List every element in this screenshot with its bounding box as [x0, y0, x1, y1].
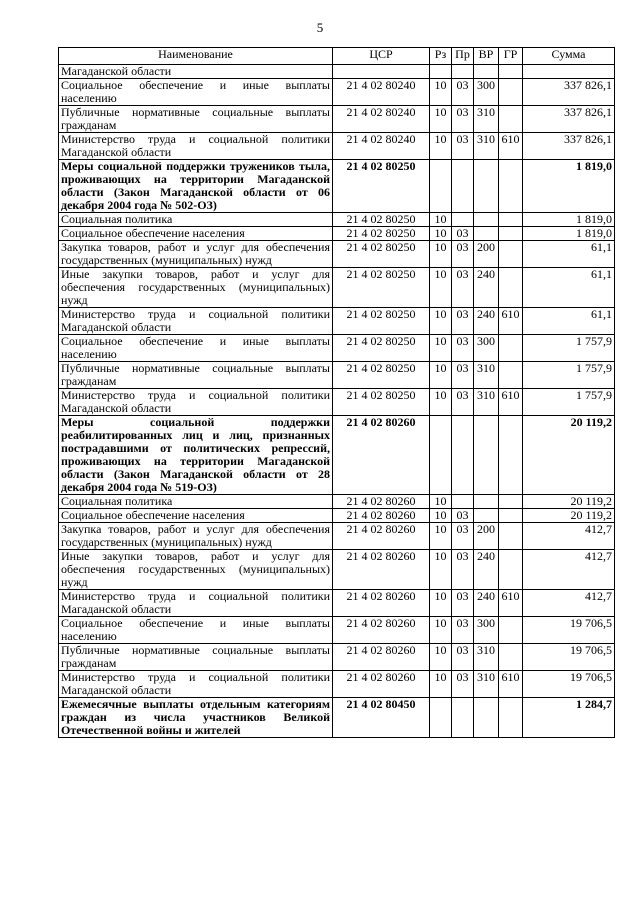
csr-cell: 21 4 02 80260: [333, 644, 430, 671]
pr-cell: 03: [452, 617, 474, 644]
pr-cell: 03: [452, 590, 474, 617]
vr-cell: 300: [474, 79, 499, 106]
pr-cell: 03: [452, 241, 474, 268]
vr-cell: [474, 227, 499, 241]
name-cell: Министерство труда и социальной политики Магаданской области: [59, 671, 333, 698]
sum-cell: 1 284,7: [523, 698, 615, 738]
pr-cell: [452, 160, 474, 213]
pr-cell: 03: [452, 133, 474, 160]
page-number: 5: [316, 20, 324, 35]
vr-cell: 310: [474, 671, 499, 698]
pr-cell: 03: [452, 523, 474, 550]
vr-cell: 200: [474, 241, 499, 268]
name-cell: Публичные нормативные социальные выплаты гражданам: [59, 362, 333, 389]
pr-cell: 03: [452, 389, 474, 416]
budget-table: [58, 47, 615, 738]
csr-cell: [333, 65, 430, 79]
sum-cell: 337 826,1: [523, 106, 615, 133]
gr-cell: [499, 644, 523, 671]
table-row: [59, 268, 615, 308]
csr-cell: 21 4 02 80250: [333, 213, 430, 227]
vr-cell: 240: [474, 590, 499, 617]
rz-cell: [430, 416, 452, 495]
sum-cell: 1 819,0: [523, 227, 615, 241]
name-cell: Ежемесячные выплаты отдельным категориям граждан из числа участников Великой Отечественной войны и жителей: [59, 698, 333, 738]
name-cell: Закупка товаров, работ и услуг для обеспечения государственных (муниципальных) нужд: [59, 523, 333, 550]
rz-cell: 10: [430, 308, 452, 335]
table-row: [59, 698, 615, 738]
header-name: Наименование: [59, 48, 333, 65]
rz-cell: 10: [430, 79, 452, 106]
gr-cell: [499, 550, 523, 590]
rz-cell: [430, 698, 452, 738]
vr-cell: 300: [474, 335, 499, 362]
gr-cell: [499, 362, 523, 389]
table-row: [59, 133, 615, 160]
rz-cell: 10: [430, 617, 452, 644]
rz-cell: 10: [430, 268, 452, 308]
table-row: [59, 65, 615, 79]
name-cell: Социальное обеспечение и иные выплаты населению: [59, 79, 333, 106]
rz-cell: 10: [430, 106, 452, 133]
gr-cell: [499, 241, 523, 268]
gr-cell: [499, 416, 523, 495]
gr-cell: [499, 698, 523, 738]
csr-cell: 21 4 02 80450: [333, 698, 430, 738]
name-cell: Социальная политика: [59, 213, 333, 227]
sum-cell: 412,7: [523, 523, 615, 550]
table-row: [59, 550, 615, 590]
rz-cell: 10: [430, 241, 452, 268]
table-row: [59, 213, 615, 227]
name-cell: Министерство труда и социальной политики Магаданской области: [59, 308, 333, 335]
sum-cell: 1 819,0: [523, 213, 615, 227]
sum-cell: 61,1: [523, 268, 615, 308]
name-cell: Министерство труда и социальной политики Магаданской области: [59, 133, 333, 160]
rz-cell: 10: [430, 495, 452, 509]
sum-cell: 1 757,9: [523, 389, 615, 416]
pr-cell: 03: [452, 671, 474, 698]
name-cell: Магаданской области: [59, 65, 333, 79]
csr-cell: 21 4 02 80260: [333, 550, 430, 590]
name-cell: Министерство труда и социальной политики Магаданской области: [59, 389, 333, 416]
name-cell: Министерство труда и социальной политики Магаданской области: [59, 590, 333, 617]
header-pr: Пр: [452, 48, 474, 65]
vr-cell: [474, 509, 499, 523]
pr-cell: [452, 416, 474, 495]
gr-cell: [499, 227, 523, 241]
table-row: [59, 416, 615, 495]
table-row: [59, 495, 615, 509]
name-cell: Социальное обеспечение и иные выплаты населению: [59, 617, 333, 644]
sum-cell: 61,1: [523, 241, 615, 268]
table-row: [59, 335, 615, 362]
csr-cell: 21 4 02 80240: [333, 79, 430, 106]
gr-cell: [499, 509, 523, 523]
pr-cell: 03: [452, 362, 474, 389]
gr-cell: [499, 335, 523, 362]
name-cell: Социальная политика: [59, 495, 333, 509]
pr-cell: [452, 495, 474, 509]
gr-cell: 610: [499, 133, 523, 160]
header-rz: Рз: [430, 48, 452, 65]
pr-cell: [452, 65, 474, 79]
table-row: [59, 644, 615, 671]
pr-cell: 03: [452, 644, 474, 671]
sum-cell: 337 826,1: [523, 133, 615, 160]
vr-cell: 310: [474, 133, 499, 160]
pr-cell: [452, 698, 474, 738]
csr-cell: 21 4 02 80250: [333, 268, 430, 308]
csr-cell: 21 4 02 80260: [333, 671, 430, 698]
rz-cell: 10: [430, 133, 452, 160]
rz-cell: 10: [430, 523, 452, 550]
vr-cell: [474, 65, 499, 79]
table-row: [59, 671, 615, 698]
gr-cell: [499, 268, 523, 308]
pr-cell: 03: [452, 308, 474, 335]
csr-cell: 21 4 02 80260: [333, 509, 430, 523]
vr-cell: 310: [474, 362, 499, 389]
gr-cell: [499, 79, 523, 106]
sum-cell: 412,7: [523, 550, 615, 590]
vr-cell: [474, 698, 499, 738]
vr-cell: 200: [474, 523, 499, 550]
csr-cell: 21 4 02 80250: [333, 227, 430, 241]
pr-cell: 03: [452, 79, 474, 106]
pr-cell: 03: [452, 550, 474, 590]
table-row: [59, 362, 615, 389]
csr-cell: 21 4 02 80250: [333, 335, 430, 362]
sum-cell: 19 706,5: [523, 671, 615, 698]
sum-cell: 1 757,9: [523, 335, 615, 362]
name-cell: Иные закупки товаров, работ и услуг для обеспечения государственных (муниципальных) нужд: [59, 550, 333, 590]
csr-cell: 21 4 02 80260: [333, 617, 430, 644]
rz-cell: 10: [430, 644, 452, 671]
table-row: [59, 523, 615, 550]
csr-cell: 21 4 02 80250: [333, 389, 430, 416]
pr-cell: 03: [452, 227, 474, 241]
csr-cell: 21 4 02 80260: [333, 416, 430, 495]
vr-cell: 240: [474, 550, 499, 590]
name-cell: Публичные нормативные социальные выплаты гражданам: [59, 644, 333, 671]
vr-cell: 310: [474, 644, 499, 671]
sum-cell: 19 706,5: [523, 617, 615, 644]
csr-cell: 21 4 02 80240: [333, 106, 430, 133]
table-row: [59, 160, 615, 213]
pr-cell: [452, 213, 474, 227]
table-row: [59, 509, 615, 523]
vr-cell: 240: [474, 268, 499, 308]
table-row: [59, 617, 615, 644]
sum-cell: 337 826,1: [523, 79, 615, 106]
rz-cell: 10: [430, 671, 452, 698]
table-row: [59, 106, 615, 133]
gr-cell: [499, 495, 523, 509]
gr-cell: 610: [499, 590, 523, 617]
rz-cell: 10: [430, 389, 452, 416]
name-cell: Социальное обеспечение населения: [59, 509, 333, 523]
gr-cell: [499, 160, 523, 213]
pr-cell: 03: [452, 509, 474, 523]
rz-cell: 10: [430, 590, 452, 617]
gr-cell: 610: [499, 389, 523, 416]
rz-cell: 10: [430, 550, 452, 590]
sum-cell: 61,1: [523, 308, 615, 335]
csr-cell: 21 4 02 80260: [333, 590, 430, 617]
csr-cell: 21 4 02 80250: [333, 362, 430, 389]
vr-cell: [474, 416, 499, 495]
csr-cell: 21 4 02 80250: [333, 241, 430, 268]
vr-cell: [474, 213, 499, 227]
gr-cell: [499, 106, 523, 133]
gr-cell: 610: [499, 671, 523, 698]
name-cell: Социальное обеспечение населения: [59, 227, 333, 241]
sum-cell: 1 819,0: [523, 160, 615, 213]
table-row: [59, 79, 615, 106]
csr-cell: 21 4 02 80260: [333, 495, 430, 509]
table-row: [59, 241, 615, 268]
pr-cell: 03: [452, 335, 474, 362]
table-row: [59, 227, 615, 241]
csr-cell: 21 4 02 80260: [333, 523, 430, 550]
sum-cell: 412,7: [523, 590, 615, 617]
sum-cell: 20 119,2: [523, 509, 615, 523]
pr-cell: 03: [452, 106, 474, 133]
sum-cell: 20 119,2: [523, 416, 615, 495]
gr-cell: [499, 523, 523, 550]
header-gr: ГР: [499, 48, 523, 65]
vr-cell: 310: [474, 106, 499, 133]
vr-cell: [474, 160, 499, 213]
vr-cell: 310: [474, 389, 499, 416]
pr-cell: 03: [452, 268, 474, 308]
table-row: [59, 389, 615, 416]
gr-cell: [499, 617, 523, 644]
gr-cell: [499, 213, 523, 227]
header-row: [59, 48, 615, 65]
name-cell: Меры социальной поддержки реабилитированных лиц и лиц, признанных пострадавшими от политических репрессий, проживающих на территории Магаданской области (Закон Магаданской области от 28 декабря 2004 года № 519-ОЗ): [59, 416, 333, 495]
header-csr: ЦСР: [333, 48, 430, 65]
csr-cell: 21 4 02 80250: [333, 308, 430, 335]
name-cell: Меры социальной поддержки тружеников тыла, проживающих на территории Магаданской области (Закон Магаданской области от 06 декабря 2004 года № 502-ОЗ): [59, 160, 333, 213]
csr-cell: 21 4 02 80250: [333, 160, 430, 213]
vr-cell: 300: [474, 617, 499, 644]
name-cell: Закупка товаров, работ и услуг для обеспечения государственных (муниципальных) нужд: [59, 241, 333, 268]
name-cell: Публичные нормативные социальные выплаты гражданам: [59, 106, 333, 133]
gr-cell: [499, 65, 523, 79]
header-vr: ВР: [474, 48, 499, 65]
sum-cell: 1 757,9: [523, 362, 615, 389]
name-cell: Иные закупки товаров, работ и услуг для обеспечения государственных (муниципальных) нужд: [59, 268, 333, 308]
vr-cell: [474, 495, 499, 509]
sum-cell: 19 706,5: [523, 644, 615, 671]
table-row: [59, 590, 615, 617]
rz-cell: [430, 65, 452, 79]
sum-cell: 20 119,2: [523, 495, 615, 509]
name-cell: Социальное обеспечение и иные выплаты населению: [59, 335, 333, 362]
sum-cell: [523, 65, 615, 79]
table-row: [59, 308, 615, 335]
header-sum: Сумма: [523, 48, 615, 65]
rz-cell: 10: [430, 362, 452, 389]
rz-cell: 10: [430, 509, 452, 523]
rz-cell: 10: [430, 227, 452, 241]
csr-cell: 21 4 02 80240: [333, 133, 430, 160]
vr-cell: 240: [474, 308, 499, 335]
rz-cell: 10: [430, 213, 452, 227]
gr-cell: 610: [499, 308, 523, 335]
rz-cell: [430, 160, 452, 213]
rz-cell: 10: [430, 335, 452, 362]
